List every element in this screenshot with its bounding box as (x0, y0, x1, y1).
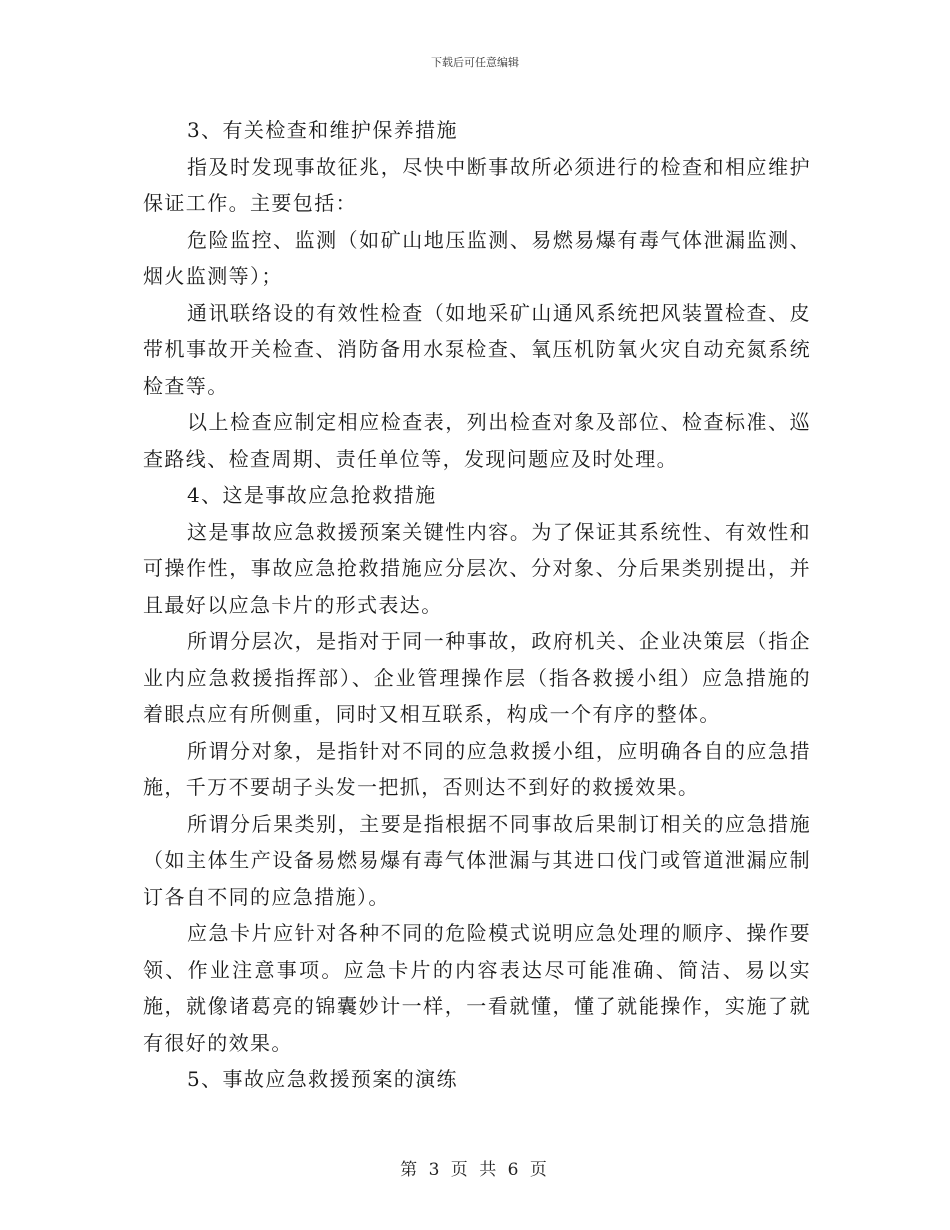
paragraph: 这是事故应急救援预案关键性内容。为了保证其系统性、有效性和可操作性，事故应急抢救措施应分层次、分对象、分后果类别提出，并且最好以应急卡片的形式表达。 (143, 519, 811, 617)
paragraph: 所谓分层次，是指对于同一种事故，政府机关、企业决策层（指企业内应急救援指挥部）、企业管理操作层（指各救援小组）应急措施的着眼点应有所侧重，同时又相互联系，构成一个有序的整体。 (143, 629, 811, 726)
section-heading-4: 4、这是事故应急抢救措施 (187, 483, 437, 507)
paragraph: 以上检查应制定相应检查表，列出检查对象及部位、检查标准、巡查路线、检查周期、责任单位等，发现问题应及时处理。 (143, 410, 811, 471)
paragraph: 所谓分对象，是指针对不同的应急救援小组，应明确各自的应急措施，千万不要胡子头发一把抓，否则达不到好的救援效果。 (143, 738, 811, 799)
section-heading-3: 3、有关检查和维护保养措施 (187, 118, 458, 142)
section-heading-5: 5、事故应急救援预案的演练 (187, 1067, 458, 1091)
paragraph: 指及时发现事故征兆，尽快中断事故所必须进行的检查和相应维护保证工作。主要包括： (143, 154, 811, 215)
paragraph: 危险监控、监测（如矿山地压监测、易燃易爆有毒气体泄漏监测、烟火监测等）； (143, 227, 811, 288)
document-body (143, 112, 811, 1098)
page-number: 第 3 页 共 6 页 (400, 1160, 550, 1180)
header-note: 下载后可任意编辑 (431, 56, 519, 69)
paragraph: 所谓分后果类别，主要是指根据不同事故后果制订相关的应急措施（如主体生产设备易燃易爆有毒气体泄漏与其进口伐门或管道泄漏应制订各自不同的应急措施）。 (143, 811, 811, 909)
paragraph: 通讯联络设的有效性检查（如地采矿山通风系统把风装置检查、皮带机事故开关检查、消防备用水泵检查、氧压机防氧火灾自动充氮系统检查等。 (143, 300, 811, 398)
paragraph: 应急卡片应针对各种不同的危险模式说明应急处理的顺序、操作要领、作业注意事项。应急卡片的内容表达尽可能准确、简洁、易以实施，就像诸葛亮的锦囊妙计一样，一看就懂，懂了就能操作，实施了就有很好的效果。 (143, 921, 811, 1055)
